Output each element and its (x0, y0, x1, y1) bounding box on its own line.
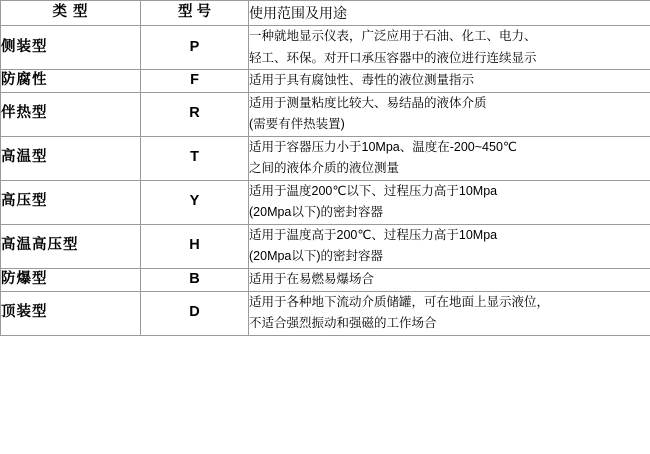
cell-type: 高温高压型 (1, 224, 141, 268)
desc-line: 适用于温度高于200℃、过程压力高于10Mpa (249, 227, 498, 242)
cell-desc (249, 268, 650, 291)
cell-model: H (141, 224, 249, 268)
table-row (1, 70, 650, 93)
column-header-type: 类 型 (1, 1, 141, 26)
desc-line: (20Mpa以下)的密封容器 (249, 249, 384, 264)
cell-desc (249, 224, 650, 268)
desc-line: 适用于温度200℃以下、过程压力高于10Mpa (249, 183, 498, 198)
desc-line: 一种就地显示仪表，广泛应用于石油、化工、电力、 (249, 29, 537, 44)
cell-desc (249, 136, 650, 180)
table-row (1, 224, 650, 268)
desc-line: 不适合强烈振动和强磁的工作场合 (249, 316, 437, 331)
table-row (1, 92, 650, 136)
cell-model: T (141, 136, 249, 180)
cell-model: Y (141, 180, 249, 224)
cell-model: B (141, 268, 249, 291)
cell-desc (249, 180, 650, 224)
table-header-row (1, 1, 650, 26)
column-header-model: 型 号 (141, 1, 249, 26)
cell-type: 防爆型 (1, 268, 141, 291)
table-row (1, 268, 650, 291)
table-row (1, 291, 650, 335)
cell-type: 高压型 (1, 180, 141, 224)
cell-desc (249, 26, 650, 70)
desc-line: 之间的液体介质的液位测量 (249, 161, 400, 176)
cell-desc (249, 291, 650, 335)
table-row (1, 136, 650, 180)
cell-type: 顶装型 (1, 291, 141, 335)
desc-line: 轻工、环保。对开口承压容器中的液位进行连续显示 (249, 50, 537, 65)
table-row (1, 180, 650, 224)
desc-line: (20Mpa以下)的密封容器 (249, 205, 384, 220)
desc-line: (需要有伴热装置) (249, 117, 345, 132)
cell-type: 伴热型 (1, 92, 141, 136)
desc-line: 适用于测量粘度比较大、易结晶的液体介质 (249, 95, 487, 110)
desc-line: 适用于容器压力小于10Mpa、温度在-200~450℃ (249, 139, 517, 154)
cell-model: R (141, 92, 249, 136)
cell-model: P (141, 26, 249, 70)
cell-type: 防腐性 (1, 70, 141, 93)
table-row (1, 26, 650, 70)
desc-line: 适用于各种地下流动介质储罐，可在地面上显示液位， (249, 294, 550, 309)
cell-model: D (141, 291, 249, 335)
desc-line: 适用于具有腐蚀性、毒性的液位测量指示 (249, 73, 475, 88)
cell-model: F (141, 70, 249, 93)
cell-type: 侧装型 (1, 26, 141, 70)
cell-desc (249, 92, 650, 136)
cell-desc (249, 70, 650, 93)
column-header-desc: 使用范围及用途 (249, 1, 650, 26)
desc-line: 适用于在易燃易爆场合 (249, 271, 375, 286)
cell-type: 高温型 (1, 136, 141, 180)
